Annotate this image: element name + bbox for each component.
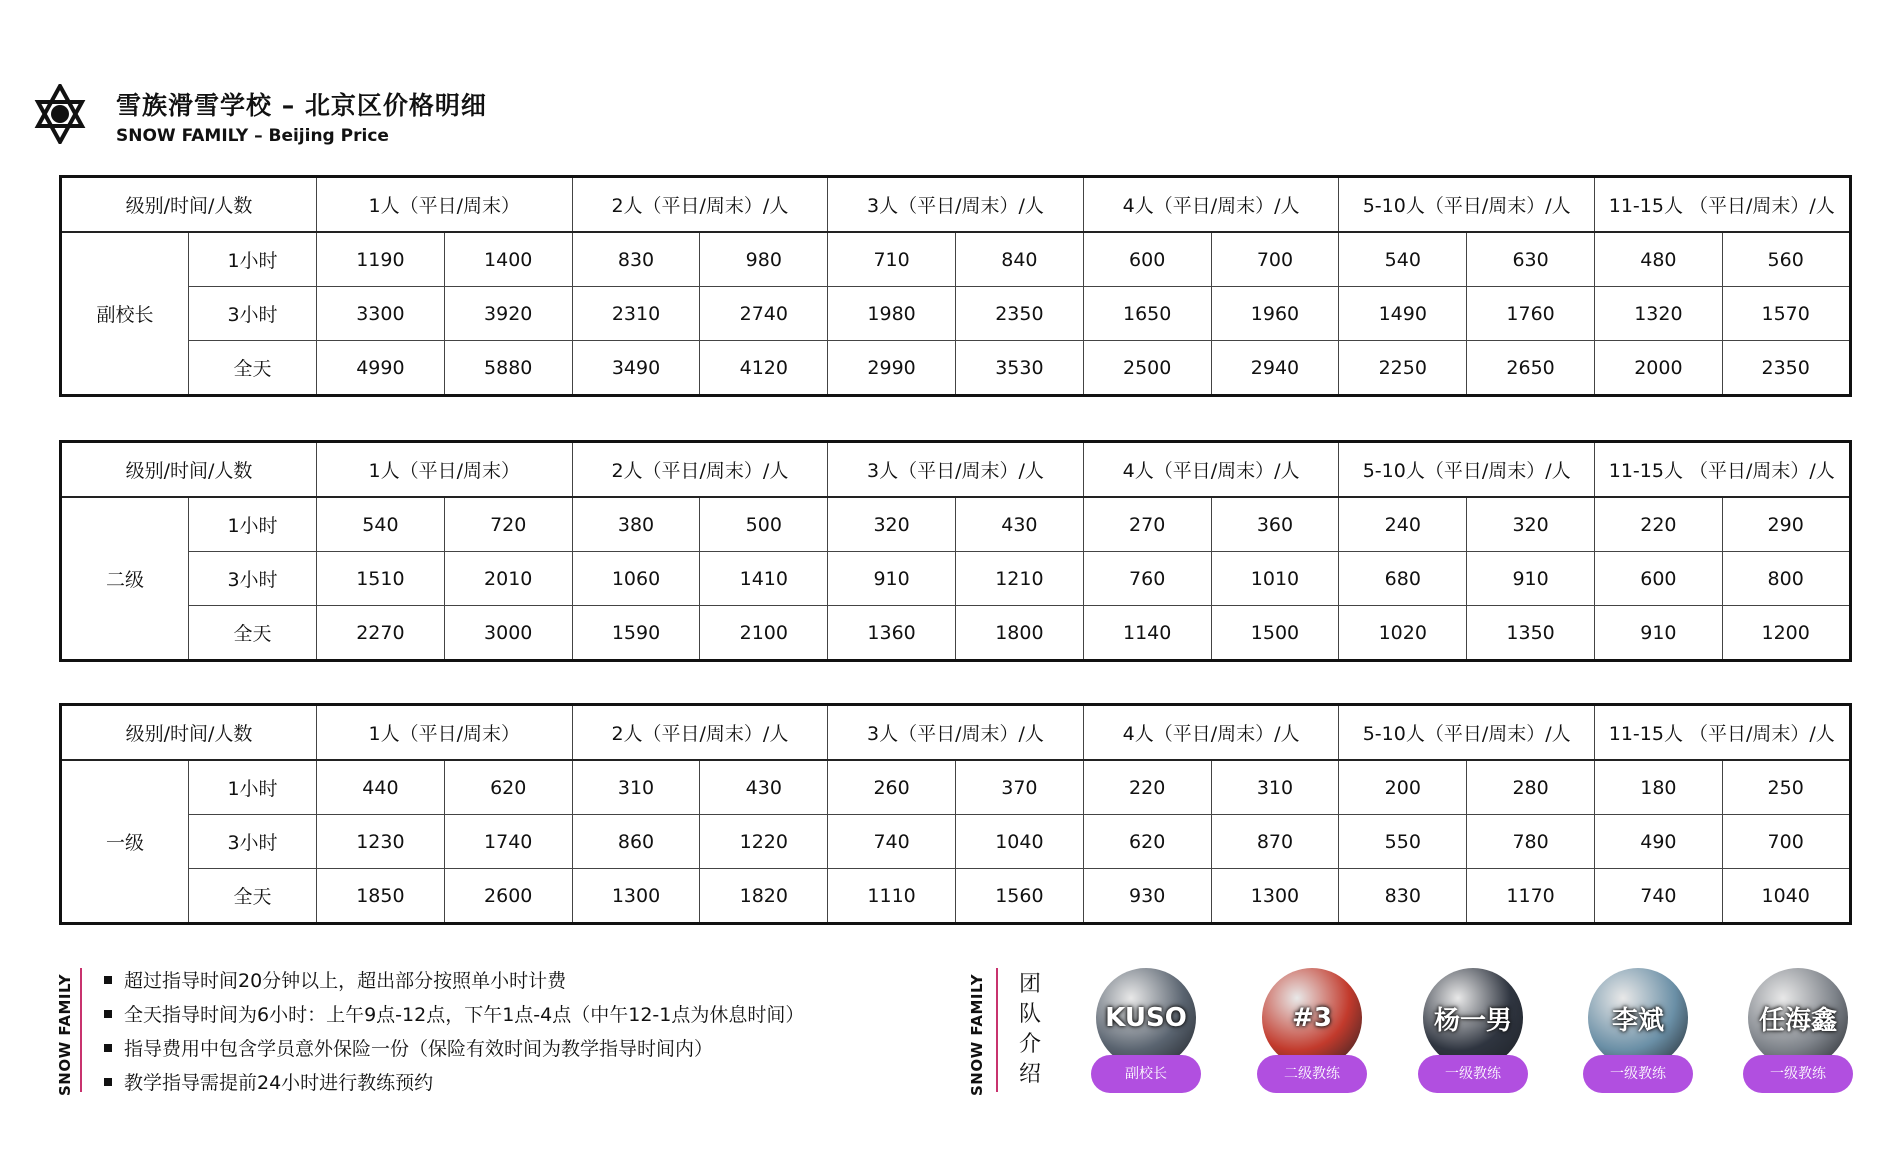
price-cell: 480 (1594, 232, 1722, 287)
coach-card[interactable] (1583, 968, 1693, 1092)
price-cell: 1020 (1339, 606, 1467, 661)
column-header: 级别/时间/人数 (61, 705, 317, 761)
duration-cell: 1小时 (189, 497, 317, 552)
column-header: 级别/时间/人数 (61, 177, 317, 233)
notes-list (104, 964, 804, 1100)
price-cell: 2990 (828, 341, 956, 396)
price-cell: 910 (1594, 606, 1722, 661)
price-cell: 1570 (1722, 287, 1850, 341)
price-cell: 630 (1467, 232, 1595, 287)
price-cell: 1350 (1467, 606, 1595, 661)
price-cell: 1320 (1594, 287, 1722, 341)
price-cell: 2270 (317, 606, 445, 661)
price-cell: 1590 (572, 606, 700, 661)
coach-card[interactable] (1743, 968, 1853, 1092)
price-cell: 1820 (700, 869, 828, 924)
accent-divider-team (996, 968, 998, 1092)
table-header-row (61, 177, 1851, 233)
price-cell: 760 (1083, 552, 1211, 606)
price-cell: 740 (828, 815, 956, 869)
price-cell: 1300 (572, 869, 700, 924)
snow-family-logo-icon (34, 84, 86, 144)
price-cell: 1010 (1211, 552, 1339, 606)
price-cell: 1300 (1211, 869, 1339, 924)
price-cell: 830 (1339, 869, 1467, 924)
price-cell: 1800 (955, 606, 1083, 661)
price-cell: 1850 (317, 869, 445, 924)
price-cell: 320 (1467, 497, 1595, 552)
price-cell: 1220 (700, 815, 828, 869)
price-cell: 1500 (1211, 606, 1339, 661)
coach-role-badge: 一级教练 (1743, 1055, 1853, 1093)
column-header: 11-15人 （平日/周末）/人 (1594, 705, 1850, 761)
coach-name: 任海鑫 (1758, 1005, 1837, 1036)
price-cell: 1040 (955, 815, 1083, 869)
price-cell: 800 (1722, 552, 1850, 606)
coach-avatar (1588, 968, 1688, 1068)
column-header: 级别/时间/人数 (61, 442, 317, 498)
column-header: 2人（平日/周末）/人 (572, 442, 828, 498)
price-cell: 620 (444, 760, 572, 815)
coach-card[interactable] (1257, 968, 1367, 1092)
price-cell: 370 (955, 760, 1083, 815)
price-table-level-2 (59, 440, 1852, 662)
price-cell: 500 (700, 497, 828, 552)
page-header (34, 84, 634, 154)
coach-role-badge: 二级教练 (1257, 1055, 1367, 1093)
price-cell: 1040 (1722, 869, 1850, 924)
price-cell: 680 (1339, 552, 1467, 606)
brand-vertical-text: SNOW FAMILY (56, 973, 74, 1096)
table-row (61, 232, 1851, 287)
duration-cell: 3小时 (189, 552, 317, 606)
note-item: 教学指导需提前24小时进行教练预约 (104, 1066, 804, 1100)
column-header: 1人（平日/周末） (317, 177, 573, 233)
column-header: 4人（平日/周末）/人 (1083, 177, 1339, 233)
table-row (61, 760, 1851, 815)
bullet-square-icon (104, 976, 112, 984)
price-cell: 3300 (317, 287, 445, 341)
page-title: 雪族滑雪学校 – 北京区价格明细 (116, 91, 487, 120)
level-cell: 二级 (61, 497, 189, 661)
duration-cell: 1小时 (189, 760, 317, 815)
price-cell: 3530 (955, 341, 1083, 396)
price-cell: 2350 (1722, 341, 1850, 396)
table-row (61, 869, 1851, 924)
bullet-square-icon (104, 1010, 112, 1018)
table-row (61, 497, 1851, 552)
price-cell: 1210 (955, 552, 1083, 606)
price-cell: 1400 (444, 232, 572, 287)
price-cell: 200 (1339, 760, 1467, 815)
note-item: 超过指导时间20分钟以上，超出部分按照单小时计费 (104, 964, 804, 998)
price-cell: 1510 (317, 552, 445, 606)
price-cell: 1230 (317, 815, 445, 869)
price-cell: 1060 (572, 552, 700, 606)
price-cell: 2250 (1339, 341, 1467, 396)
column-header: 2人（平日/周末）/人 (572, 177, 828, 233)
coach-role-badge: 一级教练 (1583, 1055, 1693, 1093)
price-cell: 1740 (444, 815, 572, 869)
price-cell: 1410 (700, 552, 828, 606)
price-cell: 2650 (1467, 341, 1595, 396)
price-cell: 1560 (955, 869, 1083, 924)
price-cell: 980 (700, 232, 828, 287)
price-cell: 180 (1594, 760, 1722, 815)
price-cell: 2350 (955, 287, 1083, 341)
price-cell: 700 (1211, 232, 1339, 287)
note-item: 指导费用中包含学员意外保险一份（保险有效时间为教学指导时间内） (104, 1032, 804, 1066)
price-cell: 5880 (444, 341, 572, 396)
price-cell: 1110 (828, 869, 956, 924)
price-cell: 830 (572, 232, 700, 287)
price-cell: 310 (1211, 760, 1339, 815)
price-cell: 540 (1339, 232, 1467, 287)
price-cell: 870 (1211, 815, 1339, 869)
price-cell: 1140 (1083, 606, 1211, 661)
price-cell: 620 (1083, 815, 1211, 869)
price-cell: 560 (1722, 232, 1850, 287)
price-cell: 3000 (444, 606, 572, 661)
price-cell: 2000 (1594, 341, 1722, 396)
price-cell: 360 (1211, 497, 1339, 552)
price-cell: 700 (1722, 815, 1850, 869)
brand-vertical-text-team: SNOW FAMILY (968, 973, 986, 1096)
price-cell: 3490 (572, 341, 700, 396)
price-cell: 910 (1467, 552, 1595, 606)
price-cell: 550 (1339, 815, 1467, 869)
coach-avatar (1096, 968, 1196, 1068)
price-cell: 270 (1083, 497, 1211, 552)
table-row (61, 606, 1851, 661)
duration-cell: 全天 (189, 869, 317, 924)
column-header: 4人（平日/周末）/人 (1083, 442, 1339, 498)
table-row (61, 341, 1851, 396)
price-cell: 380 (572, 497, 700, 552)
column-header: 5-10人（平日/周末）/人 (1339, 705, 1595, 761)
price-cell: 600 (1594, 552, 1722, 606)
price-cell: 4990 (317, 341, 445, 396)
column-header: 3人（平日/周末）/人 (828, 705, 1084, 761)
price-cell: 2500 (1083, 341, 1211, 396)
coach-name: 李斌 (1611, 1005, 1664, 1036)
price-cell: 840 (955, 232, 1083, 287)
price-cell: 260 (828, 760, 956, 815)
column-header: 11-15人 （平日/周末）/人 (1594, 442, 1850, 498)
level-cell: 副校长 (61, 232, 189, 396)
price-cell: 2010 (444, 552, 572, 606)
price-cell: 860 (572, 815, 700, 869)
price-cell: 1360 (828, 606, 956, 661)
column-header: 5-10人（平日/周末）/人 (1339, 177, 1595, 233)
price-cell: 430 (700, 760, 828, 815)
price-cell: 1190 (317, 232, 445, 287)
price-cell: 2740 (700, 287, 828, 341)
accent-divider (80, 968, 82, 1092)
price-cell: 910 (828, 552, 956, 606)
price-cell: 1200 (1722, 606, 1850, 661)
coach-name: KUSO (1105, 1003, 1187, 1033)
price-cell: 4120 (700, 341, 828, 396)
duration-cell: 3小时 (189, 287, 317, 341)
price-cell: 440 (317, 760, 445, 815)
price-cell: 2100 (700, 606, 828, 661)
duration-cell: 3小时 (189, 815, 317, 869)
price-cell: 240 (1339, 497, 1467, 552)
bullet-square-icon (104, 1044, 112, 1052)
price-cell: 1760 (1467, 287, 1595, 341)
price-cell: 430 (955, 497, 1083, 552)
price-cell: 600 (1083, 232, 1211, 287)
price-cell: 2600 (444, 869, 572, 924)
price-table-vice-principal (59, 175, 1852, 397)
duration-cell: 1小时 (189, 232, 317, 287)
price-cell: 2940 (1211, 341, 1339, 396)
table-header-row (61, 442, 1851, 498)
column-header: 3人（平日/周末）/人 (828, 177, 1084, 233)
coach-avatar (1748, 968, 1848, 1068)
price-cell: 1170 (1467, 869, 1595, 924)
price-cell: 280 (1467, 760, 1595, 815)
price-cell: 310 (572, 760, 700, 815)
table-row (61, 815, 1851, 869)
coach-avatar (1423, 968, 1523, 1068)
coach-card[interactable] (1418, 968, 1528, 1092)
duration-cell: 全天 (189, 606, 317, 661)
duration-cell: 全天 (189, 341, 317, 396)
price-cell: 490 (1594, 815, 1722, 869)
table-row (61, 552, 1851, 606)
price-cell: 930 (1083, 869, 1211, 924)
price-cell: 540 (317, 497, 445, 552)
coach-name: #3 (1292, 1003, 1332, 1033)
price-cell: 250 (1722, 760, 1850, 815)
table-row (61, 287, 1851, 341)
price-cell: 1980 (828, 287, 956, 341)
column-header: 1人（平日/周末） (317, 705, 573, 761)
column-header: 1人（平日/周末） (317, 442, 573, 498)
price-cell: 220 (1083, 760, 1211, 815)
note-item: 全天指导时间为6小时：上午9点-12点，下午1点-4点（中午12-1点为休息时间） (104, 998, 804, 1032)
column-header: 3人（平日/周末）/人 (828, 442, 1084, 498)
price-table-level-1 (59, 703, 1852, 925)
price-cell: 780 (1467, 815, 1595, 869)
price-cell: 320 (828, 497, 956, 552)
price-cell: 720 (444, 497, 572, 552)
coach-role-badge: 副校长 (1091, 1055, 1201, 1093)
price-cell: 290 (1722, 497, 1850, 552)
price-cell: 3920 (444, 287, 572, 341)
price-cell: 2310 (572, 287, 700, 341)
price-cell: 1650 (1083, 287, 1211, 341)
column-header: 2人（平日/周末）/人 (572, 705, 828, 761)
level-cell: 一级 (61, 760, 189, 924)
price-cell: 220 (1594, 497, 1722, 552)
page-subtitle: SNOW FAMILY – Beijing Price (116, 126, 389, 146)
coach-role-badge: 一级教练 (1418, 1055, 1528, 1093)
coach-avatar (1262, 968, 1362, 1068)
bullet-square-icon (104, 1078, 112, 1086)
price-cell: 1490 (1339, 287, 1467, 341)
column-header: 4人（平日/周末）/人 (1083, 705, 1339, 761)
coach-card[interactable] (1091, 968, 1201, 1092)
price-cell: 740 (1594, 869, 1722, 924)
price-cell: 710 (828, 232, 956, 287)
team-intro-label: 团 队 介 绍 (1018, 972, 1041, 1087)
column-header: 11-15人 （平日/周末）/人 (1594, 177, 1850, 233)
coach-name: 杨一男 (1433, 1005, 1512, 1036)
column-header: 5-10人（平日/周末）/人 (1339, 442, 1595, 498)
table-header-row (61, 705, 1851, 761)
price-cell: 1960 (1211, 287, 1339, 341)
